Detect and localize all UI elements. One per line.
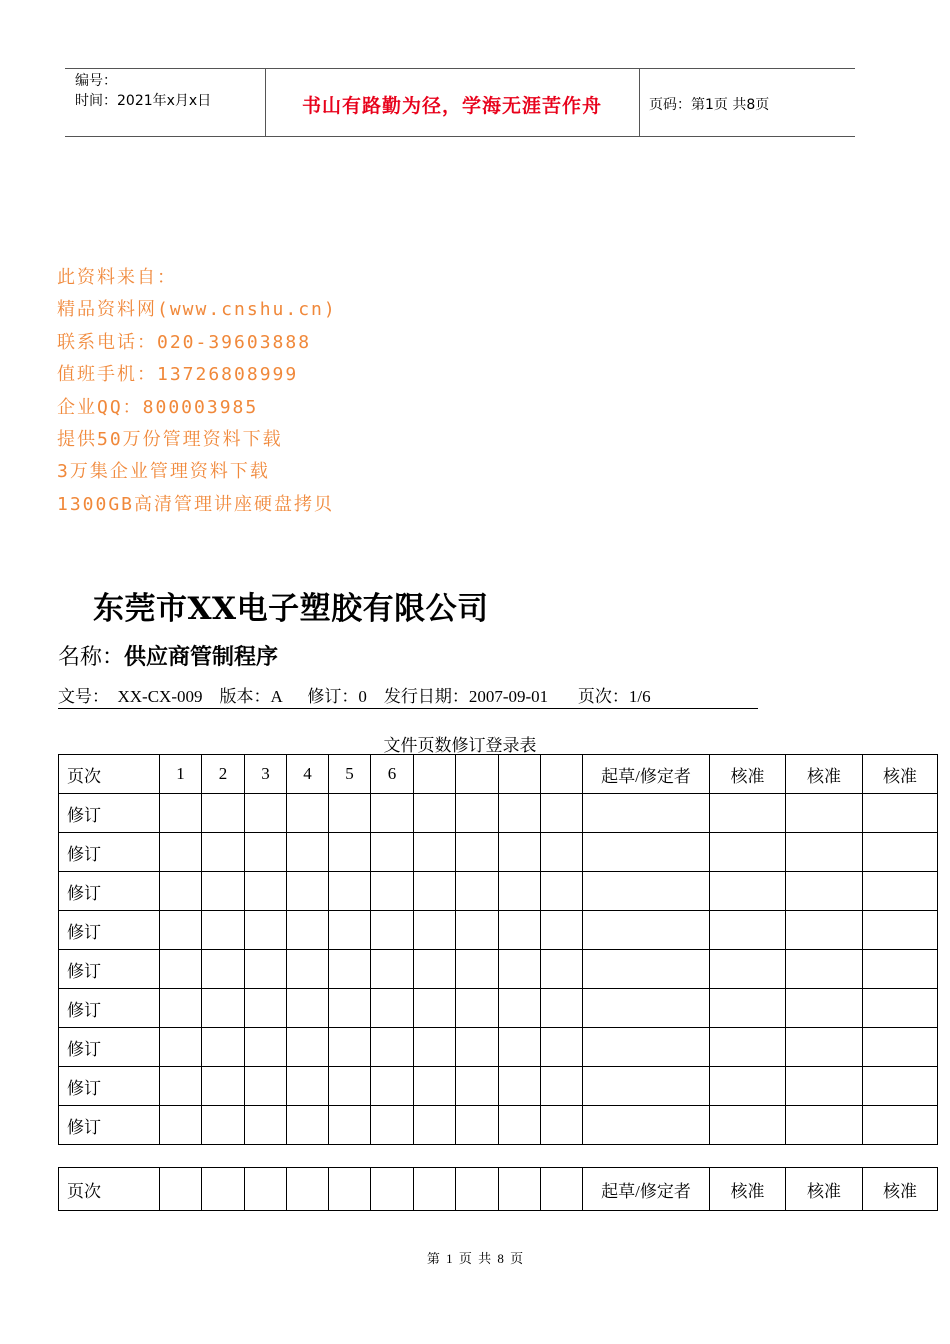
revision-log-table bbox=[58, 754, 938, 1145]
empty-cell[interactable] bbox=[456, 833, 499, 872]
empty-cell[interactable] bbox=[160, 1067, 202, 1106]
promo-block bbox=[57, 262, 337, 521]
promo-line: 1300GB高清管理讲座硬盘拷贝 bbox=[57, 493, 335, 515]
empty-cell[interactable] bbox=[499, 872, 541, 911]
empty-cell[interactable] bbox=[541, 794, 583, 833]
empty-cell[interactable] bbox=[863, 833, 938, 872]
empty-cell[interactable] bbox=[371, 1106, 414, 1145]
empty-cell[interactable] bbox=[786, 872, 863, 911]
empty-cell[interactable] bbox=[786, 1028, 863, 1067]
empty-cell[interactable] bbox=[499, 1106, 541, 1145]
promo-line: 提供50万份管理资料下载 bbox=[57, 429, 283, 451]
row-label: 修订 bbox=[59, 1067, 160, 1106]
empty-cell[interactable] bbox=[541, 1106, 583, 1145]
table-header-row bbox=[59, 755, 938, 794]
empty-cell[interactable] bbox=[583, 911, 710, 950]
empty-cell[interactable] bbox=[541, 1067, 583, 1106]
empty-cell[interactable] bbox=[202, 1067, 245, 1106]
header-cell: 起草/修定者 bbox=[583, 755, 710, 794]
header-cell: 核准 bbox=[863, 1168, 938, 1211]
table-row bbox=[59, 833, 938, 872]
empty-cell[interactable] bbox=[710, 1067, 786, 1106]
empty-cell[interactable] bbox=[202, 911, 245, 950]
empty-cell[interactable] bbox=[541, 1028, 583, 1067]
table-row bbox=[59, 1067, 938, 1106]
empty-cell[interactable] bbox=[371, 833, 414, 872]
empty-cell[interactable] bbox=[160, 1106, 202, 1145]
header-cell: 页次 bbox=[59, 1168, 160, 1211]
empty-cell[interactable] bbox=[863, 989, 938, 1028]
table-row bbox=[59, 950, 938, 989]
empty-cell[interactable] bbox=[202, 794, 245, 833]
empty-cell[interactable] bbox=[245, 872, 287, 911]
empty-cell[interactable] bbox=[287, 989, 329, 1028]
empty-cell[interactable] bbox=[371, 1067, 414, 1106]
empty-cell[interactable] bbox=[329, 833, 371, 872]
empty-cell[interactable] bbox=[863, 911, 938, 950]
promo-line: 此资料来自： bbox=[57, 267, 177, 288]
empty-cell[interactable] bbox=[786, 1067, 863, 1106]
empty-cell[interactable] bbox=[245, 911, 287, 950]
document-name bbox=[58, 640, 278, 671]
empty-cell[interactable] bbox=[710, 1106, 786, 1145]
empty-cell[interactable] bbox=[499, 911, 541, 950]
empty-cell[interactable] bbox=[329, 1067, 371, 1106]
row-label: 修订 bbox=[59, 833, 160, 872]
table-title: 文件页数修订登录表 bbox=[383, 736, 537, 755]
empty-cell[interactable] bbox=[414, 1106, 456, 1145]
empty-cell[interactable] bbox=[329, 1106, 371, 1145]
empty-cell[interactable] bbox=[414, 833, 456, 872]
empty-cell[interactable] bbox=[710, 833, 786, 872]
header-page-info: 页码：第1页 共8页 bbox=[649, 97, 770, 113]
header-cell bbox=[499, 755, 541, 794]
row-label: 修订 bbox=[59, 950, 160, 989]
empty-cell[interactable] bbox=[710, 1028, 786, 1067]
promo-line: 值班手机：13726808999 bbox=[57, 364, 299, 386]
empty-cell[interactable] bbox=[863, 794, 938, 833]
empty-cell[interactable] bbox=[456, 950, 499, 989]
empty-cell[interactable] bbox=[414, 1168, 456, 1211]
table-row bbox=[59, 1106, 938, 1145]
header-cell: 起草/修定者 bbox=[583, 1168, 710, 1211]
table-row bbox=[59, 794, 938, 833]
header-cell: 核准 bbox=[710, 1168, 786, 1211]
table-header-row bbox=[59, 1168, 938, 1211]
empty-cell[interactable] bbox=[414, 911, 456, 950]
empty-cell[interactable] bbox=[287, 833, 329, 872]
empty-cell[interactable] bbox=[202, 1106, 245, 1145]
empty-cell[interactable] bbox=[710, 950, 786, 989]
empty-cell[interactable] bbox=[245, 950, 287, 989]
empty-cell[interactable] bbox=[456, 989, 499, 1028]
empty-cell[interactable] bbox=[786, 1106, 863, 1145]
empty-cell[interactable] bbox=[583, 1067, 710, 1106]
document-meta-line: 文号： XX-CX-009 版本：A 修订：0 发行日期：2007-09-01 页次：1/6 bbox=[58, 682, 758, 709]
header-cell: 核准 bbox=[710, 755, 786, 794]
empty-cell[interactable] bbox=[786, 794, 863, 833]
empty-cell[interactable] bbox=[371, 911, 414, 950]
empty-cell[interactable] bbox=[786, 950, 863, 989]
empty-cell[interactable] bbox=[583, 794, 710, 833]
empty-cell[interactable] bbox=[160, 950, 202, 989]
empty-cell[interactable] bbox=[287, 794, 329, 833]
empty-cell[interactable] bbox=[541, 833, 583, 872]
header-cell: 1 bbox=[160, 755, 202, 794]
empty-cell[interactable] bbox=[329, 911, 371, 950]
empty-cell[interactable] bbox=[202, 833, 245, 872]
empty-cell[interactable] bbox=[329, 989, 371, 1028]
empty-cell[interactable] bbox=[499, 1168, 541, 1211]
header-divider bbox=[639, 69, 640, 136]
empty-cell[interactable] bbox=[160, 989, 202, 1028]
header-cell: 核准 bbox=[863, 755, 938, 794]
empty-cell[interactable] bbox=[329, 1028, 371, 1067]
header-cell: 3 bbox=[245, 755, 287, 794]
empty-cell[interactable] bbox=[541, 911, 583, 950]
document-name-value: 供应商管制程序 bbox=[124, 645, 279, 670]
header-cell: 2 bbox=[202, 755, 245, 794]
header-cell bbox=[414, 755, 456, 794]
empty-cell[interactable] bbox=[414, 989, 456, 1028]
empty-cell[interactable] bbox=[583, 950, 710, 989]
empty-cell[interactable] bbox=[456, 1067, 499, 1106]
row-label: 修订 bbox=[59, 794, 160, 833]
empty-cell[interactable] bbox=[541, 1168, 583, 1211]
page-footer: 第 1 页 共 8 页 bbox=[426, 1251, 524, 1266]
row-label: 修订 bbox=[59, 1106, 160, 1145]
empty-cell[interactable] bbox=[456, 1106, 499, 1145]
promo-line: 联系电话：020-39603888 bbox=[57, 331, 312, 353]
row-label: 修订 bbox=[59, 872, 160, 911]
doc-number-label: 编号： bbox=[75, 73, 117, 89]
empty-cell[interactable] bbox=[329, 794, 371, 833]
row-label: 修订 bbox=[59, 989, 160, 1028]
header-left bbox=[75, 71, 211, 111]
empty-cell[interactable] bbox=[160, 1168, 202, 1211]
empty-cell[interactable] bbox=[499, 950, 541, 989]
empty-cell[interactable] bbox=[710, 989, 786, 1028]
empty-cell[interactable] bbox=[245, 1168, 287, 1211]
empty-cell[interactable] bbox=[863, 950, 938, 989]
page-revision-table bbox=[58, 1167, 938, 1211]
empty-cell[interactable] bbox=[287, 1067, 329, 1106]
empty-cell[interactable] bbox=[245, 833, 287, 872]
empty-cell[interactable] bbox=[499, 989, 541, 1028]
header-cell: 4 bbox=[287, 755, 329, 794]
empty-cell[interactable] bbox=[371, 1168, 414, 1211]
empty-cell[interactable] bbox=[583, 872, 710, 911]
header-cell: 核准 bbox=[786, 755, 863, 794]
empty-cell[interactable] bbox=[287, 950, 329, 989]
header-cell: 页次 bbox=[59, 755, 160, 794]
empty-cell[interactable] bbox=[414, 1028, 456, 1067]
empty-cell[interactable] bbox=[287, 1028, 329, 1067]
empty-cell[interactable] bbox=[710, 872, 786, 911]
empty-cell[interactable] bbox=[863, 1028, 938, 1067]
empty-cell[interactable] bbox=[371, 989, 414, 1028]
promo-line: 企业QQ：800003985 bbox=[57, 396, 259, 418]
empty-cell[interactable] bbox=[456, 1168, 499, 1211]
empty-cell[interactable] bbox=[786, 833, 863, 872]
empty-cell[interactable] bbox=[245, 989, 287, 1028]
empty-cell[interactable] bbox=[541, 872, 583, 911]
empty-cell[interactable] bbox=[245, 794, 287, 833]
empty-cell[interactable] bbox=[456, 1028, 499, 1067]
promo-line: 3万集企业管理资料下载 bbox=[57, 461, 270, 483]
company-name: 东莞市XX电子塑胶有限公司 bbox=[93, 591, 489, 627]
empty-cell[interactable] bbox=[786, 989, 863, 1028]
empty-cell[interactable] bbox=[710, 911, 786, 950]
table-row bbox=[59, 911, 938, 950]
empty-cell[interactable] bbox=[371, 794, 414, 833]
promo-line: 精品资料网(www.cnshu.cn) bbox=[57, 299, 337, 321]
empty-cell[interactable] bbox=[160, 1028, 202, 1067]
empty-cell[interactable] bbox=[863, 1106, 938, 1145]
table-row bbox=[59, 872, 938, 911]
empty-cell[interactable] bbox=[371, 872, 414, 911]
empty-cell[interactable] bbox=[456, 872, 499, 911]
row-label: 修订 bbox=[59, 1028, 160, 1067]
empty-cell[interactable] bbox=[371, 1028, 414, 1067]
empty-cell[interactable] bbox=[160, 911, 202, 950]
empty-cell[interactable] bbox=[160, 794, 202, 833]
empty-cell[interactable] bbox=[863, 1067, 938, 1106]
empty-cell[interactable] bbox=[414, 1067, 456, 1106]
empty-cell[interactable] bbox=[456, 794, 499, 833]
empty-cell[interactable] bbox=[583, 1106, 710, 1145]
header-cell bbox=[456, 755, 499, 794]
empty-cell[interactable] bbox=[499, 1028, 541, 1067]
empty-cell[interactable] bbox=[287, 911, 329, 950]
empty-cell[interactable] bbox=[202, 1168, 245, 1211]
row-label: 修订 bbox=[59, 911, 160, 950]
empty-cell[interactable] bbox=[202, 989, 245, 1028]
header-cell: 5 bbox=[329, 755, 371, 794]
empty-cell[interactable] bbox=[583, 833, 710, 872]
page-header bbox=[65, 68, 855, 137]
empty-cell[interactable] bbox=[583, 1028, 710, 1067]
empty-cell[interactable] bbox=[863, 872, 938, 911]
doc-time-label: 时间：2021年x月x日 bbox=[75, 93, 212, 109]
document-name-label: 名称： bbox=[58, 645, 125, 670]
header-cell bbox=[541, 755, 583, 794]
empty-cell[interactable] bbox=[287, 1106, 329, 1145]
empty-cell[interactable] bbox=[329, 872, 371, 911]
empty-cell[interactable] bbox=[710, 794, 786, 833]
empty-cell[interactable] bbox=[245, 1067, 287, 1106]
empty-cell[interactable] bbox=[287, 872, 329, 911]
empty-cell[interactable] bbox=[160, 872, 202, 911]
empty-cell[interactable] bbox=[499, 833, 541, 872]
empty-cell[interactable] bbox=[541, 989, 583, 1028]
empty-cell[interactable] bbox=[414, 950, 456, 989]
empty-cell[interactable] bbox=[499, 1067, 541, 1106]
empty-cell[interactable] bbox=[499, 794, 541, 833]
empty-cell[interactable] bbox=[160, 833, 202, 872]
empty-cell[interactable] bbox=[329, 1168, 371, 1211]
empty-cell[interactable] bbox=[329, 950, 371, 989]
empty-cell[interactable] bbox=[202, 872, 245, 911]
table-row bbox=[59, 1028, 938, 1067]
empty-cell[interactable] bbox=[583, 989, 710, 1028]
empty-cell[interactable] bbox=[245, 1106, 287, 1145]
empty-cell[interactable] bbox=[202, 1028, 245, 1067]
empty-cell[interactable] bbox=[786, 911, 863, 950]
table-row bbox=[59, 989, 938, 1028]
empty-cell[interactable] bbox=[541, 950, 583, 989]
empty-cell[interactable] bbox=[245, 1028, 287, 1067]
empty-cell[interactable] bbox=[456, 911, 499, 950]
header-cell: 6 bbox=[371, 755, 414, 794]
header-cell: 核准 bbox=[786, 1168, 863, 1211]
empty-cell[interactable] bbox=[202, 950, 245, 989]
header-motto: 书山有路勤为径，学海无涯苦作舟 bbox=[301, 95, 602, 117]
empty-cell[interactable] bbox=[414, 872, 456, 911]
empty-cell[interactable] bbox=[371, 950, 414, 989]
empty-cell[interactable] bbox=[287, 1168, 329, 1211]
empty-cell[interactable] bbox=[414, 794, 456, 833]
